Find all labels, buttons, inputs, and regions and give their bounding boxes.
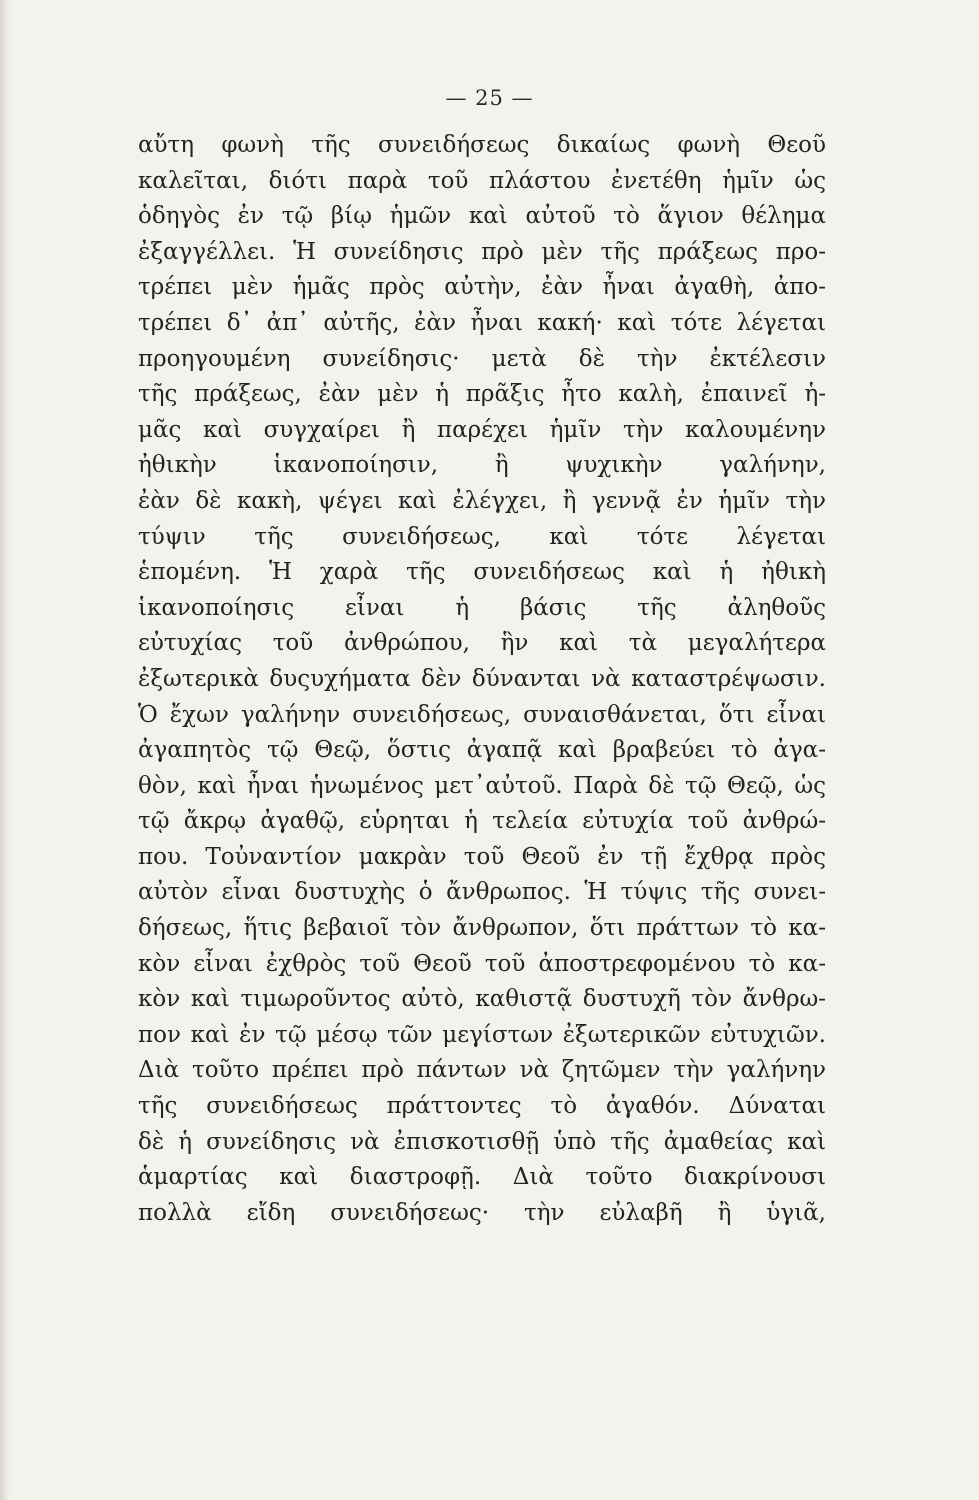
text-line: ὁδηγὸς ἐν τῷ βίῳ ἡμῶν καὶ αὐτοῦ τὸ ἅγιον θέλημα xyxy=(138,203,826,230)
text-line: Ὁ ἔχων γαλήνην συνειδήσεως, συναισθάνεται, ὅτι εἶναι xyxy=(138,701,826,728)
text-line: τῷ ἄκρῳ ἀγαθῷ, εὑρηται ἡ τελεία εὐτυχία τοῦ ἀνθρώ- xyxy=(138,808,826,835)
text-line: κὸν καὶ τιμωροῦντος αὐτὸ, καθιστᾷ δυστυχῆ τὸν ἄνθρω- xyxy=(138,986,826,1013)
text-line: αὔτη φωνὴ τῆς συνειδήσεως δικαίως φωνὴ Θεοῦ xyxy=(138,132,826,158)
text-line: πον καὶ ἐν τῷ μέσῳ τῶν μεγίστων ἐξωτερικῶν εὐτυχιῶν. xyxy=(138,1021,826,1048)
text-line: θὸν, καὶ ἦναι ἡνωμένος μετ᾽αὐτοῦ. Παρὰ δὲ τῷ Θεῷ, ὡς xyxy=(138,772,826,799)
text-line: δὲ ἡ συνείδησις νὰ ἐπισκοτισθῇ ὑπὸ τῆς ἀμαθείας καὶ xyxy=(138,1128,826,1155)
text-line: Διὰ τοῦτο πρέπει πρὸ πάντων νὰ ζητῶμεν τὴν γαλήνην xyxy=(138,1057,826,1084)
text-line: ἀγαπητὸς τῷ Θεῷ, ὅστις ἀγαπᾷ καὶ βραβεύει τὸ ἀγα- xyxy=(138,737,826,764)
text-line: ἐξαγγέλλει. Ἡ συνείδησις πρὸ μὲν τῆς πράξεως προ- xyxy=(138,238,826,265)
text-line: που. Τοὐναντίον μακρὰν τοῦ Θεοῦ ἐν τῇ ἔχθρᾳ πρὸς xyxy=(138,843,826,870)
text-line: τύψιν τῆς συνειδήσεως, καὶ τότε λέγεται xyxy=(138,523,826,550)
text-line: αὐτὸν εἶναι δυστυχὴς ὁ ἄνθρωπος. Ἡ τύψις τῆς συνει- xyxy=(138,879,826,906)
body-text xyxy=(138,128,826,1231)
text-line: κὸν εἶναι ἐχθρὸς τοῦ Θεοῦ τοῦ ἀποστρεφομένου τὸ κα- xyxy=(138,950,826,977)
text-line: τρέπει δ᾽ ἀπ᾽ αὐτῆς, ἐὰν ἦναι κακή· καὶ τότε λέγεται xyxy=(138,309,826,336)
text-line: πολλὰ εἴδη συνειδήσεως· τὴν εὐλαβῆ ἢ ὑγιᾶ, xyxy=(138,1199,826,1226)
text-line: ἱκανοποίησις εἶναι ἡ βάσις τῆς ἀληθοῦς xyxy=(138,594,826,621)
page-binding-shadow xyxy=(0,0,10,1500)
text-line: προηγουμένη συνείδησις· μετὰ δὲ τὴν ἐκτέλεσιν xyxy=(138,345,826,372)
text-line: ἐξωτερικὰ δυςυχήματα δὲν δύνανται νὰ καταστρέψωσιν. xyxy=(138,665,826,692)
text-line: τῆς πράξεως, ἐὰν μὲν ἡ πρᾶξις ἦτο καλὴ, ἐπαινεῖ ἡ- xyxy=(138,381,826,408)
text-line: τρέπει μὲν ἡμᾶς πρὸς αὐτὴν, ἐὰν ἦναι ἀγαθὴ, ἀπο- xyxy=(138,274,826,301)
text-line: μᾶς καὶ συγχαίρει ἢ παρέχει ἡμῖν τὴν καλουμένην xyxy=(138,416,826,443)
text-line: ἑπομένη. Ἡ χαρὰ τῆς συνειδήσεως καὶ ἡ ἠθικὴ xyxy=(138,559,826,586)
text-line: τῆς συνειδήσεως πράττοντες τὸ ἀγαθόν. Δύναται xyxy=(138,1093,826,1120)
text-line: δήσεως, ἥτις βεβαιοῖ τὸν ἄνθρωπον, ὅτι πράττων τὸ κα- xyxy=(138,915,826,942)
text-line: ἠθικὴν ἱκανοποίησιν, ἢ ψυχικὴν γαλήνην, xyxy=(138,452,826,479)
page-number: — 25 — xyxy=(445,86,534,110)
text-line: ἐὰν δὲ κακὴ, ψέγει καὶ ἐλέγχει, ἢ γεννᾷ ἐν ἡμῖν τὴν xyxy=(138,487,826,514)
text-line: εὐτυχίας τοῦ ἀνθρώπου, ἣν καὶ τὰ μεγαλήτερα xyxy=(138,630,826,657)
text-line: καλεῖται, διότι παρὰ τοῦ πλάστου ἐνετέθη ἡμῖν ὡς xyxy=(138,167,826,194)
text-line: ἁμαρτίας καὶ διαστροφῇ. Διὰ τοῦτο διακρίνουσι xyxy=(138,1164,826,1191)
